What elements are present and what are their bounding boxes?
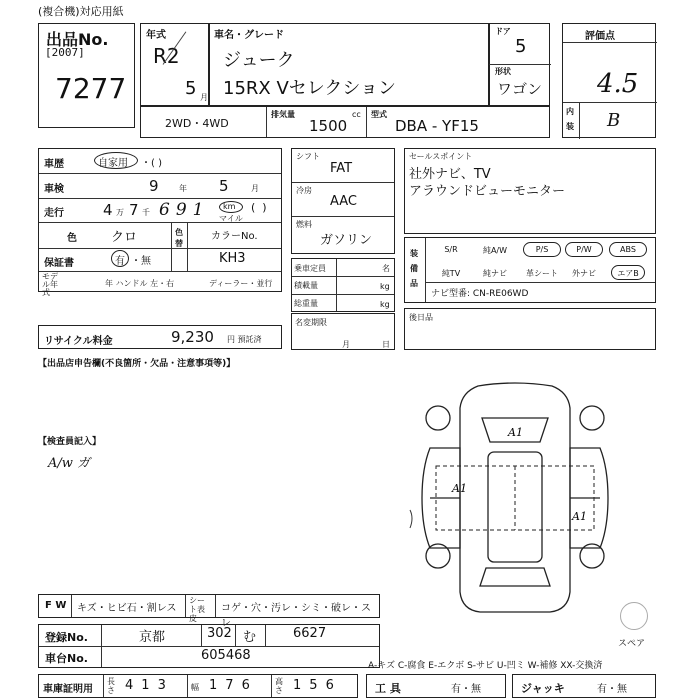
model-box: 車名・グレード ジューク 15RX Vセレクション xyxy=(208,23,490,106)
later-items: 後日品 xyxy=(404,308,656,350)
damage-mark-left: A1 xyxy=(452,482,467,495)
displacement: 1500 xyxy=(309,117,348,135)
tools-box: 工 具 有・無 xyxy=(366,674,506,698)
inspector-note: A/w ガ xyxy=(48,456,91,471)
year-box: 年式 R2 5 月 xyxy=(140,23,210,106)
fuel: ガソリン xyxy=(320,233,373,248)
equip-tv: 純TV xyxy=(441,269,461,278)
equipment-box: 装備品 S/R 純A/W P/S P/W ABS 純TV 純ナビ 革シート 外ナビ エアB ナビ型番: CN-RE06WD xyxy=(404,237,656,303)
sales-point-1: 社外ナビ、TV xyxy=(409,167,491,182)
air-conditioner: AAC xyxy=(330,194,357,209)
cert-width: 176 xyxy=(209,678,258,693)
reg-class: 302 xyxy=(207,626,232,641)
lot-label: 出品No. xyxy=(46,30,109,49)
defects-label: 【出品店申告欄(不良箇所・欠品・注意事項等)】 xyxy=(38,359,236,369)
equip-airbag: エアB xyxy=(617,269,639,278)
damage-mark-front: A1 xyxy=(508,426,523,439)
reg-number: 6627 xyxy=(293,626,327,641)
windshield-seat-row: F W キズ・ヒビ石・割レス シート表皮 コゲ・穴・汚レ・シミ・破レ・スレ xyxy=(38,594,380,618)
equip-navi: 純ナビ xyxy=(483,269,507,278)
mileage-10k: 4 xyxy=(103,201,113,219)
inspector-label: 【検査員記入】 xyxy=(38,437,102,447)
year-era: R2 xyxy=(153,44,180,68)
vehicle-info: 車歴 自家用 ・( ) 車検 9 年 5 月 走行 4 万 7 千 691 km マイル ( ) 色 クロ 色替 カラーNo. KH3 保証書 有 ・無 モデル年式 年 ハンドル 左・右 ディーラー・並行 xyxy=(38,148,282,292)
mileage-hand: 691 xyxy=(159,200,210,220)
inspection-month: 5 xyxy=(219,177,229,195)
sales-point-2: アラウンドビューモニター xyxy=(409,184,566,199)
year-month: 5 xyxy=(185,78,197,99)
windshield-text: キズ・ヒビ石・割レス xyxy=(77,603,177,614)
color-value: クロ xyxy=(111,230,138,245)
garage-cert-row: 車庫証明用 長さ 413 幅 176 高さ 156 xyxy=(38,674,358,698)
recycle-value: 9,230 xyxy=(171,328,214,346)
tools-value: 有・無 xyxy=(451,684,481,695)
equip-ext-navi: 外ナビ xyxy=(572,269,596,278)
doors: 5 xyxy=(515,36,527,57)
interior-grade: B xyxy=(607,110,621,131)
recycle-row: リサイクル料金 9,230 円 預託済 xyxy=(38,325,282,349)
cert-height: 156 xyxy=(293,678,342,693)
damage-mark-right: A1 xyxy=(572,510,587,523)
score: 4.5 xyxy=(597,69,639,99)
score-box: 評価点 4.5 内 装 B xyxy=(562,23,656,138)
chassis-number: 605468 xyxy=(201,648,251,663)
spec-row: 2WD・4WD 排気量 1500 cc 型式 DBA - YF15 xyxy=(140,106,550,138)
warranty-yes: 有 xyxy=(115,256,125,267)
reg-kana: む xyxy=(243,630,257,645)
shift: FAT xyxy=(330,161,353,176)
lot-stamp: [2007] xyxy=(45,46,85,59)
spare-tire-icon xyxy=(620,602,648,630)
form-title: (複合機)対応用紙 xyxy=(38,5,124,18)
damage-legend: A-キズ C-腐食 E-エクボ S-サビ U-凹ミ W-補修 XX-交換済 xyxy=(368,661,603,671)
color-no: KH3 xyxy=(219,251,246,266)
shape: ワゴン xyxy=(497,80,543,98)
jack-box: ジャッキ 有・無 xyxy=(512,674,656,698)
equip-sr: S/R xyxy=(444,245,458,254)
car-name: ジューク xyxy=(223,50,295,71)
car-damage-diagram xyxy=(400,378,630,618)
drive-specs: シフト FAT 冷房 AAC 燃料 ガソリン xyxy=(291,148,395,254)
equip-ps: P/S xyxy=(535,245,549,254)
registration-box: 登録No. 京都 302 む 6627 車台No. 605468 xyxy=(38,624,380,668)
seat-text: コゲ・穴・汚レ・シミ・破レ・スレ xyxy=(221,603,371,629)
mileage-1k: 7 xyxy=(129,201,139,219)
lot-number-box xyxy=(38,23,135,128)
equip-leather: 革シート xyxy=(526,269,558,278)
doors-box: ドア 5 形状 ワゴン xyxy=(488,23,550,106)
inspection-year: 9 xyxy=(149,177,159,195)
capacity-specs: 乗車定員 名 積載量 kg 総重量 kg xyxy=(291,258,395,312)
sales-points: セールスポイント 社外ナビ、TV アラウンドビューモニター xyxy=(404,148,656,234)
grade: 15RX Vセレクション xyxy=(223,78,397,99)
history-value: 自家用 xyxy=(98,158,128,169)
jack-value: 有・無 xyxy=(597,684,627,695)
reg-area: 京都 xyxy=(139,630,166,645)
lot-number: 7277 xyxy=(55,72,127,105)
name-change-box: 名変期限 月 日 xyxy=(291,313,395,350)
spare-label: スペア xyxy=(618,639,646,649)
cert-length: 413 xyxy=(125,678,174,693)
equip-alloy: 純A/W xyxy=(482,246,508,255)
navi-model: ナビ型番: CN-RE06WD xyxy=(431,289,529,299)
equip-abs: ABS xyxy=(620,245,636,254)
equip-pw: P/W xyxy=(576,245,592,254)
model-code: DBA - YF15 xyxy=(395,117,479,135)
